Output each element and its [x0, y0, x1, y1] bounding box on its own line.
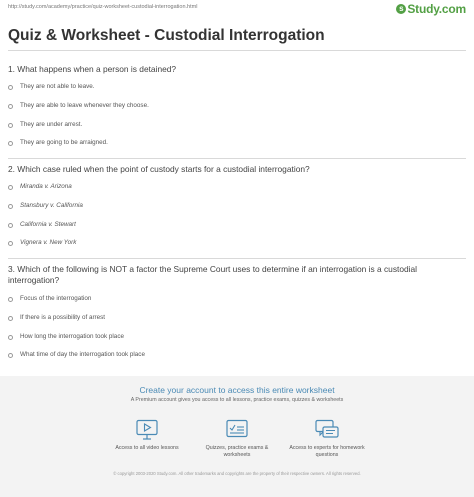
radio-button[interactable] — [8, 241, 13, 246]
answer-option[interactable] — [8, 121, 448, 140]
answer-option[interactable] — [8, 333, 448, 352]
page-title: Quiz & Worksheet - Custodial Interrogation — [8, 27, 325, 44]
answer-text: California v. Stewart — [20, 220, 76, 228]
title-divider — [8, 50, 466, 51]
radio-button[interactable] — [8, 85, 13, 90]
radio-button[interactable] — [8, 316, 13, 321]
radio-button[interactable] — [8, 353, 13, 358]
expert-chat-icon — [314, 419, 340, 441]
answer-option[interactable] — [8, 351, 448, 370]
feature-video — [107, 419, 187, 452]
logo-mark-icon: s — [396, 4, 406, 14]
answer-text: They are under arrest. — [20, 120, 83, 128]
question-3-answers — [8, 295, 448, 370]
answer-text: They are going to be arraigned. — [20, 139, 108, 147]
radio-button[interactable] — [8, 123, 13, 128]
cta-subtitle: A Premium account gives you access to all lessons, practice exams, quizzes & worksheets — [130, 397, 344, 403]
answer-text: Vignera v. New York — [20, 239, 77, 247]
quiz-icon — [224, 419, 250, 441]
radio-button[interactable] — [8, 335, 13, 340]
answer-text: Stansbury v. California — [20, 201, 83, 209]
feature-label: Access to experts for homework questions — [289, 445, 365, 458]
answer-text: They are able to leave whenever they choose. — [20, 101, 149, 109]
answer-option[interactable] — [8, 183, 448, 202]
cta-title[interactable]: Create your account to access this entire worksheet — [139, 385, 335, 395]
question-3: 3. Which of the following is NOT a factor the Supreme Court uses to determine if an interrogation is a custodial interrogation? — [8, 264, 418, 285]
radio-button[interactable] — [8, 204, 13, 209]
answer-text: They are not able to leave. — [20, 83, 95, 90]
answer-option[interactable] — [8, 202, 448, 221]
feature-label: Access to all video lessons — [115, 445, 179, 451]
answer-option[interactable] — [8, 221, 448, 240]
answer-option[interactable] — [8, 239, 448, 258]
answer-text: If there is a possibility of arrest — [20, 313, 106, 321]
answer-text: Focus of the interrogation — [20, 295, 92, 302]
premium-cta — [0, 376, 474, 497]
radio-button[interactable] — [8, 223, 13, 228]
answer-option[interactable] — [8, 314, 448, 333]
radio-button[interactable] — [8, 104, 13, 109]
radio-button[interactable] — [8, 297, 13, 302]
radio-button[interactable] — [8, 185, 13, 190]
radio-button[interactable] — [8, 141, 13, 146]
feature-quizzes — [197, 419, 277, 459]
answer-text: Miranda v. Arizona — [20, 183, 72, 190]
video-icon — [134, 419, 160, 441]
answer-option[interactable] — [8, 83, 448, 102]
copyright-text: © copyright 2003-2020 Study.com. All other trademarks and copyrights are the property of their respective owners. All rights reserved. — [113, 471, 361, 476]
page-url: http://study.com/academy/practice/quiz-worksheet-custodial-interrogation.html — [8, 4, 198, 10]
answer-text: How long the interrogation took place — [20, 332, 124, 340]
answer-option[interactable] — [8, 102, 448, 121]
answer-option[interactable] — [8, 139, 448, 158]
logo-text: Study.com — [407, 2, 466, 16]
question-2-answers — [8, 183, 448, 258]
feature-label: Quizzes, practice exams & worksheets — [205, 445, 269, 458]
question-2: 2. Which case ruled when the point of custody starts for a custodial interrogation? — [8, 164, 310, 174]
question-divider — [8, 158, 466, 159]
question-divider — [8, 258, 466, 259]
answer-text: What time of day the interrogation took place — [20, 351, 145, 359]
study-logo[interactable] — [396, 2, 466, 16]
question-1-answers — [8, 83, 448, 158]
feature-experts — [287, 419, 367, 459]
top-bar — [0, 0, 474, 18]
question-1: 1. What happens when a person is detained? — [8, 64, 177, 74]
answer-option[interactable] — [8, 295, 448, 314]
